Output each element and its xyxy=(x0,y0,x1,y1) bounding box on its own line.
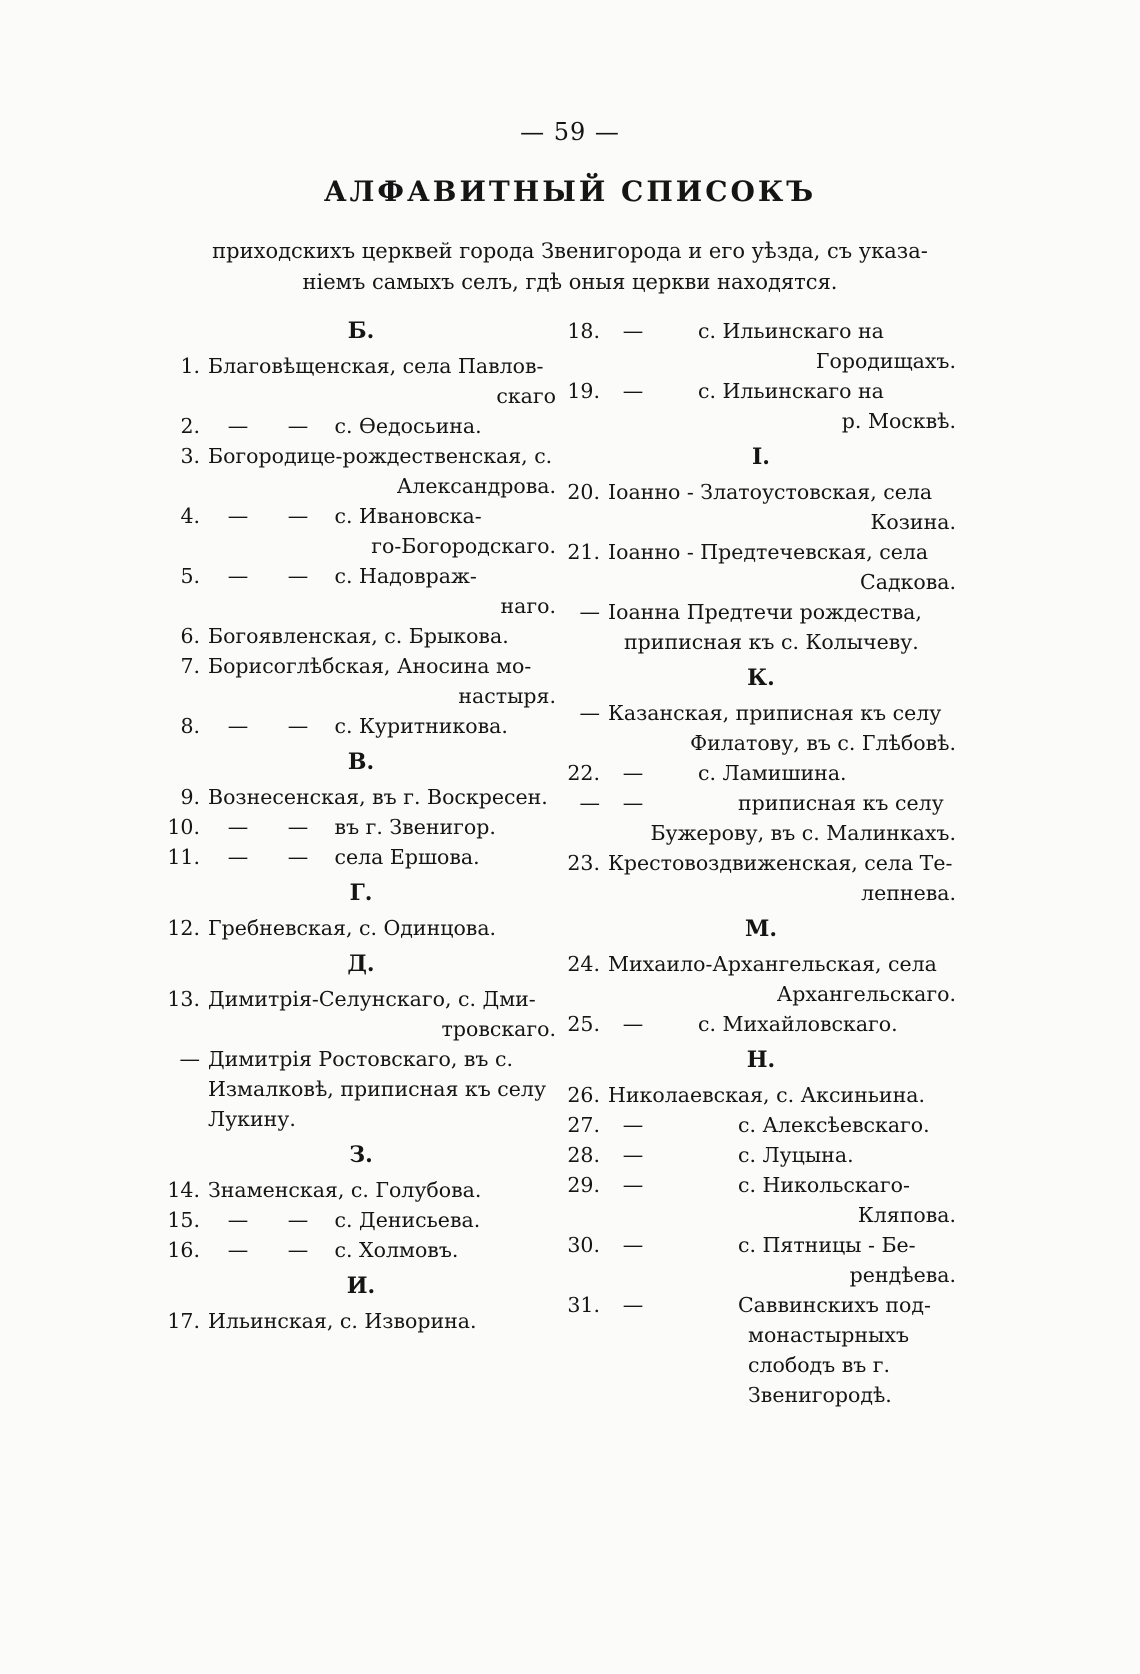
entry-number: 28. xyxy=(567,1143,600,1167)
entry-text: Благовѣщенская, села Павлов- xyxy=(208,354,544,378)
entry-text: Кляпова. xyxy=(857,1203,956,1227)
entry-text: с. Пятницы - Бе- xyxy=(738,1233,916,1257)
section-letter-i: И. xyxy=(346,1273,376,1299)
list-item xyxy=(166,441,556,501)
entry-number: 16. xyxy=(167,1238,200,1262)
entry-text: Бужерову, въ с. Малинкахъ. xyxy=(650,821,956,845)
section-letter-z: З. xyxy=(349,1142,373,1168)
subtitle-line-2: ніемъ самыхъ селъ, гдѣ оныя церкви находятся. xyxy=(302,270,838,294)
list-item xyxy=(166,501,556,561)
ditto-dash: — xyxy=(622,1233,644,1257)
entry-text: р. Москвѣ. xyxy=(841,409,956,433)
ditto-dash: — xyxy=(227,1238,249,1262)
entry-number: 12. xyxy=(167,916,200,940)
entry-text: Димитрія Ростовскаго, въ с. xyxy=(208,1047,513,1071)
entry-number: 26. xyxy=(567,1083,600,1107)
entry-text: Вознесенская, въ г. Воскресен. xyxy=(208,785,548,809)
entry-text: Димитрія-Селунскаго, с. Дми- xyxy=(208,987,536,1011)
entry-text: приписная къ с. Колычеву. xyxy=(624,630,919,654)
ditto-dash: — xyxy=(227,564,249,588)
entry-number: 23. xyxy=(567,851,600,875)
ditto-dash: — xyxy=(622,791,644,815)
ditto-dash: — xyxy=(227,845,249,869)
entry-number: 13. xyxy=(167,987,200,1011)
entry-text: Лукину. xyxy=(208,1107,296,1131)
entry-text: монастырныхъ xyxy=(748,1323,910,1347)
entry-number: 3. xyxy=(180,444,200,468)
list-item xyxy=(166,711,556,741)
list-item xyxy=(166,782,556,812)
right-column xyxy=(566,316,956,1410)
section-letter-d: Д. xyxy=(347,951,375,977)
entry-text: с. Денисьева. xyxy=(334,1208,481,1232)
entry-text: с. Холмовъ. xyxy=(334,1238,459,1262)
entry-text: приписная къ селу xyxy=(738,791,944,815)
ditto-dash: — xyxy=(227,815,249,839)
list-item xyxy=(566,1230,956,1290)
entry-text: Николаевская, с. Аксиньина. xyxy=(608,1083,925,1107)
entry-number: 8. xyxy=(180,714,200,738)
entry-number: 17. xyxy=(167,1309,200,1333)
ditto-dash: — xyxy=(622,319,644,343)
entry-number: 27. xyxy=(567,1113,600,1137)
entry-number: 10. xyxy=(167,815,200,839)
ditto-dash: — xyxy=(622,1012,644,1036)
entry-number: 18. xyxy=(567,319,600,343)
list-item xyxy=(166,913,556,943)
entry-text: с. Куритникова. xyxy=(334,714,508,738)
list-item xyxy=(566,316,956,376)
entry-text: Садкова. xyxy=(860,570,956,594)
section-letter-b: Б. xyxy=(347,318,375,344)
entry-text: го-Богородскаго. xyxy=(371,534,556,558)
page-subtitle xyxy=(175,236,965,298)
entry-text: Александрова. xyxy=(396,474,556,498)
ditto-dash: — xyxy=(227,1208,249,1232)
section-letter-m: М. xyxy=(744,916,777,942)
entry-text: с. Михайловскаго. xyxy=(698,1012,898,1036)
ditto-dash: — xyxy=(287,845,309,869)
list-item xyxy=(166,1306,556,1336)
entry-number: 30. xyxy=(567,1233,600,1257)
list-item xyxy=(566,1009,956,1039)
entry-text: тровскаго. xyxy=(441,1017,556,1041)
entry-text: Звенигородѣ. xyxy=(748,1383,892,1407)
list-item xyxy=(166,984,556,1044)
entry-text: с. Алексѣевскаго. xyxy=(738,1113,930,1137)
list-item xyxy=(166,351,556,411)
entry-text: Филатову, въ с. Глѣбовѣ. xyxy=(690,731,956,755)
ditto-dash: — xyxy=(287,714,309,738)
ditto-dash: — xyxy=(622,1173,644,1197)
entry-text: с. Никольскаго- xyxy=(738,1173,910,1197)
entry-text: с. Ильинскаго на xyxy=(698,379,884,403)
entry-number: 21. xyxy=(567,540,600,564)
list-item xyxy=(166,621,556,651)
entry-text: с. Надовраж- xyxy=(334,564,477,588)
list-item xyxy=(566,848,956,908)
list-item xyxy=(166,561,556,621)
entry-text: слободъ въ г. xyxy=(748,1353,891,1377)
section-letter-v: В. xyxy=(347,749,375,775)
entry-text: с. Ильинскаго на xyxy=(698,319,884,343)
entry-number: 11. xyxy=(167,845,200,869)
section-letter-n: Н. xyxy=(746,1047,776,1073)
entry-text: Гребневская, с. Одинцова. xyxy=(208,916,497,940)
entry-number: 2. xyxy=(180,414,200,438)
ditto-dash: — xyxy=(622,1113,644,1137)
entry-text: лепнева. xyxy=(861,881,956,905)
entry-text: Михаило-Архангельская, села xyxy=(608,952,937,976)
entry-number: 24. xyxy=(567,952,600,976)
ditto-dash: — xyxy=(227,714,249,738)
ditto-dash: — xyxy=(622,1143,644,1167)
list-item xyxy=(566,1080,956,1110)
entry-text: Богоявленская, с. Брыкова. xyxy=(208,624,509,648)
entry-text: Іоанно - Златоустовская, села xyxy=(608,480,933,504)
list-item xyxy=(566,1110,956,1140)
entry-text: Іоанно - Предтечевская, села xyxy=(608,540,929,564)
list-item xyxy=(166,1175,556,1205)
entry-text: Богородице-рождественская, с. xyxy=(208,444,553,468)
entry-text: с. Ламишина. xyxy=(698,761,847,785)
entry-number: 9. xyxy=(180,785,200,809)
list-item xyxy=(566,788,956,848)
entry-number: 25. xyxy=(567,1012,600,1036)
list-item xyxy=(566,376,956,436)
entry-text: наго. xyxy=(500,594,556,618)
entry-text: Крестовоздвиженская, села Те- xyxy=(608,851,953,875)
list-item xyxy=(566,477,956,537)
ditto-dash: — xyxy=(622,761,644,785)
section-letter-i-decimal: I. xyxy=(752,444,770,470)
list-item xyxy=(166,651,556,711)
entry-number: 5. xyxy=(180,564,200,588)
list-item xyxy=(166,1205,556,1235)
entry-number: 31. xyxy=(567,1293,600,1317)
ditto-dash: — xyxy=(287,815,309,839)
entry-text: Городищахъ. xyxy=(815,349,956,373)
entry-text: въ г. Звенигор. xyxy=(334,815,496,839)
entry-text: Измалковѣ, приписная къ селу xyxy=(208,1077,546,1101)
list-item xyxy=(566,698,956,758)
list-item xyxy=(166,842,556,872)
entry-text: скаго xyxy=(496,384,556,408)
entry-text: Ильинская, с. Изворина. xyxy=(208,1309,477,1333)
entry-number: 1. xyxy=(180,354,200,378)
list-item xyxy=(166,411,556,441)
entry-number: 15. xyxy=(167,1208,200,1232)
section-letter-g: Г. xyxy=(349,880,373,906)
entry-text: Борисоглѣбская, Аносина мо- xyxy=(208,654,532,678)
entry-number: 19. xyxy=(567,379,600,403)
entry-number: — xyxy=(179,1047,200,1071)
ditto-dash: — xyxy=(622,379,644,403)
ditto-dash: — xyxy=(287,1238,309,1262)
ditto-dash: — xyxy=(227,414,249,438)
list-item xyxy=(566,537,956,597)
entry-number: 4. xyxy=(180,504,200,528)
entry-number: — xyxy=(579,600,600,624)
entry-number: 22. xyxy=(567,761,600,785)
entry-number: 29. xyxy=(567,1173,600,1197)
entry-number: 20. xyxy=(567,480,600,504)
entry-text: Іоанна Предтечи рождества, xyxy=(608,600,922,624)
entry-text: Казанская, приписная къ селу xyxy=(608,701,942,725)
list-item xyxy=(566,1290,956,1410)
ditto-dash: — xyxy=(287,504,309,528)
entry-text: Саввинскихъ под- xyxy=(738,1293,931,1317)
section-letter-k: К. xyxy=(747,665,775,691)
list-item xyxy=(566,949,956,1009)
entry-number: 14. xyxy=(167,1178,200,1202)
ditto-dash: — xyxy=(287,414,309,438)
list-item xyxy=(566,1170,956,1230)
entry-text: рендѣева. xyxy=(849,1263,956,1287)
entry-number: — xyxy=(579,791,600,815)
list-item xyxy=(166,1044,556,1134)
ditto-dash: — xyxy=(622,1293,644,1317)
page-number: — 59 — xyxy=(520,118,620,146)
entry-text: Козина. xyxy=(870,510,956,534)
entry-text: с. Ивановска- xyxy=(334,504,482,528)
entry-text: Архангельскаго. xyxy=(776,982,956,1006)
left-column xyxy=(166,316,556,1336)
ditto-dash: — xyxy=(287,564,309,588)
ditto-dash: — xyxy=(227,504,249,528)
entry-text: села Ершова. xyxy=(334,845,480,869)
entry-text: с. Ѳедосьина. xyxy=(334,414,482,438)
page-title: АЛФАВИТНЫЙ СПИСОКЪ xyxy=(323,175,817,208)
entry-text: с. Луцына. xyxy=(738,1143,854,1167)
entry-text: Знаменская, с. Голубова. xyxy=(208,1178,482,1202)
ditto-dash: — xyxy=(287,1208,309,1232)
entry-text: настыря. xyxy=(458,684,556,708)
list-item xyxy=(566,597,956,657)
entry-number: 7. xyxy=(180,654,200,678)
list-item xyxy=(166,812,556,842)
subtitle-line-1: приходскихъ церквей города Звенигорода и его уѣзда, съ указа- xyxy=(212,239,928,263)
list-item xyxy=(166,1235,556,1265)
entry-number: 6. xyxy=(180,624,200,648)
list-item xyxy=(566,1140,956,1170)
list-item xyxy=(566,758,956,788)
entry-number: — xyxy=(579,701,600,725)
